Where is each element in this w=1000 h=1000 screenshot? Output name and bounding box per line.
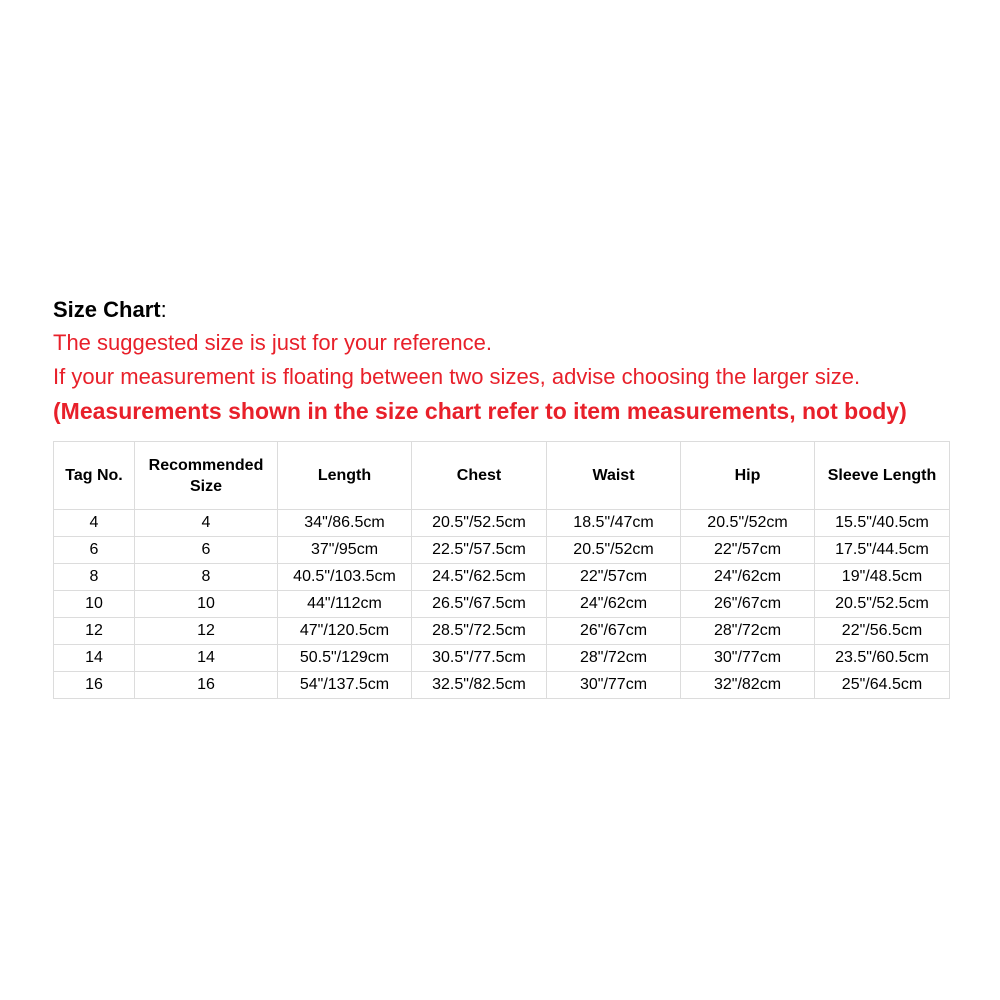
cell-tag-no: 4	[54, 510, 135, 537]
measurement-disclaimer: (Measurements shown in the size chart refer to item measurements, not body)	[53, 398, 907, 424]
cell-waist: 26"/67cm	[547, 618, 681, 645]
size-chart-title	[53, 294, 949, 326]
cell-tag-no: 16	[54, 672, 135, 699]
cell-hip: 28"/72cm	[681, 618, 815, 645]
cell-length: 34"/86.5cm	[278, 510, 412, 537]
cell-length: 44"/112cm	[278, 591, 412, 618]
cell-chest: 26.5"/67.5cm	[412, 591, 547, 618]
cell-chest: 24.5"/62.5cm	[412, 564, 547, 591]
cell-chest: 22.5"/57.5cm	[412, 537, 547, 564]
cell-recommended-size: 4	[135, 510, 278, 537]
cell-length: 50.5"/129cm	[278, 645, 412, 672]
table-body	[54, 510, 950, 699]
size-chart-section	[53, 294, 949, 693]
cell-sleeve-length: 20.5"/52.5cm	[815, 591, 950, 618]
cell-chest: 30.5"/77.5cm	[412, 645, 547, 672]
sizing-advice-note: If your measurement is floating between two sizes, advise choosing the larger size.	[53, 364, 861, 389]
cell-recommended-size: 6	[135, 537, 278, 564]
cell-tag-no: 6	[54, 537, 135, 564]
table-row	[54, 537, 950, 564]
cell-waist: 24"/62cm	[547, 591, 681, 618]
cell-waist: 22"/57cm	[547, 564, 681, 591]
table-row	[54, 591, 950, 618]
cell-recommended-size: 16	[135, 672, 278, 699]
header-recommended-size: Recommended Size	[135, 442, 278, 510]
reference-note: The suggested size is just for your reference.	[53, 330, 492, 355]
header-hip: Hip	[681, 442, 815, 510]
cell-sleeve-length: 19"/48.5cm	[815, 564, 950, 591]
cell-sleeve-length: 15.5"/40.5cm	[815, 510, 950, 537]
table-row	[54, 510, 950, 537]
cell-waist: 20.5"/52cm	[547, 537, 681, 564]
cell-chest: 28.5"/72.5cm	[412, 618, 547, 645]
cell-length: 37"/95cm	[278, 537, 412, 564]
table-header-row	[54, 442, 950, 510]
title-text: Size Chart	[53, 297, 161, 322]
cell-length: 40.5"/103.5cm	[278, 564, 412, 591]
header-length: Length	[278, 442, 412, 510]
cell-tag-no: 10	[54, 591, 135, 618]
cell-recommended-size: 8	[135, 564, 278, 591]
header-tag-no: Tag No.	[54, 442, 135, 510]
title-colon: :	[160, 297, 167, 322]
cell-waist: 28"/72cm	[547, 645, 681, 672]
cell-sleeve-length: 23.5"/60.5cm	[815, 645, 950, 672]
header-chest: Chest	[412, 442, 547, 510]
table-row	[54, 564, 950, 591]
cell-sleeve-length: 25"/64.5cm	[815, 672, 950, 699]
cell-waist: 30"/77cm	[547, 672, 681, 699]
header-sleeve-length: Sleeve Length	[815, 442, 950, 510]
cell-chest: 32.5"/82.5cm	[412, 672, 547, 699]
header-waist: Waist	[547, 442, 681, 510]
cell-tag-no: 8	[54, 564, 135, 591]
cell-hip: 20.5"/52cm	[681, 510, 815, 537]
table-row	[54, 672, 950, 699]
cell-recommended-size: 12	[135, 618, 278, 645]
table-row	[54, 645, 950, 672]
cell-recommended-size: 14	[135, 645, 278, 672]
cell-hip: 32"/82cm	[681, 672, 815, 699]
cell-hip: 26"/67cm	[681, 591, 815, 618]
size-table	[53, 441, 950, 699]
cell-sleeve-length: 22"/56.5cm	[815, 618, 950, 645]
cell-sleeve-length: 17.5"/44.5cm	[815, 537, 950, 564]
cell-hip: 24"/62cm	[681, 564, 815, 591]
cell-recommended-size: 10	[135, 591, 278, 618]
cell-waist: 18.5"/47cm	[547, 510, 681, 537]
table-row	[54, 618, 950, 645]
cell-hip: 22"/57cm	[681, 537, 815, 564]
cell-length: 47"/120.5cm	[278, 618, 412, 645]
cell-chest: 20.5"/52.5cm	[412, 510, 547, 537]
cell-tag-no: 12	[54, 618, 135, 645]
cell-length: 54"/137.5cm	[278, 672, 412, 699]
cell-tag-no: 14	[54, 645, 135, 672]
cell-hip: 30"/77cm	[681, 645, 815, 672]
